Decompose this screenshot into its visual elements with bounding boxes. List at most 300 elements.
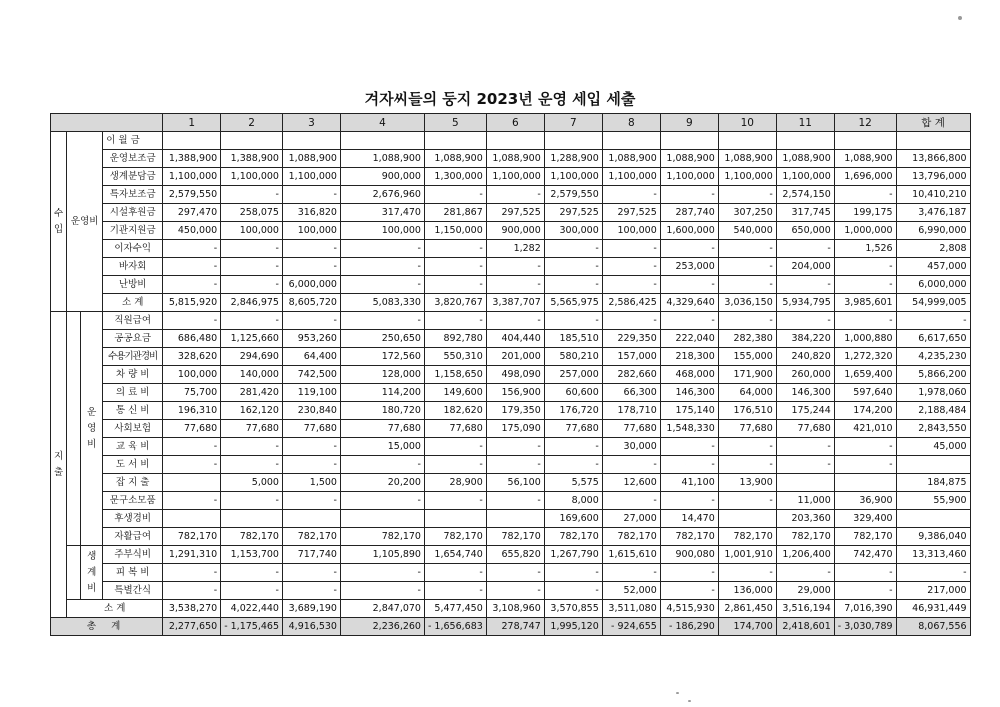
cell-value: 900,080	[660, 546, 718, 564]
cell-value: 1,548,330	[660, 420, 718, 438]
cell-value: 540,000	[718, 222, 776, 240]
cell-value: 782,170	[424, 528, 486, 546]
cell-value: 297,525	[486, 204, 544, 222]
cell-value: 316,820	[282, 204, 340, 222]
cell-value: 7,016,390	[834, 600, 896, 618]
cell-value: 5,083,330	[340, 294, 424, 312]
table-row	[51, 240, 971, 258]
cell-value: - 3,030,789	[834, 618, 896, 636]
cell-value: 717,740	[282, 546, 340, 564]
cell-value: 3,985,601	[834, 294, 896, 312]
header-month: 4	[340, 114, 424, 132]
cell-value	[486, 510, 544, 528]
table-row	[51, 294, 971, 312]
cell-value: 450,000	[163, 222, 221, 240]
cell-value: -	[776, 564, 834, 582]
cell-value: 172,560	[340, 348, 424, 366]
table-row	[51, 582, 971, 600]
cell-value: -	[660, 276, 718, 294]
table-row	[51, 186, 971, 204]
cell-value: 75,700	[163, 384, 221, 402]
cell-value: -	[424, 438, 486, 456]
row-total: 9,386,040	[896, 528, 970, 546]
cell-value: 782,170	[718, 528, 776, 546]
cell-value: 287,740	[660, 204, 718, 222]
cell-value: -	[163, 312, 221, 330]
cell-value: 297,525	[602, 204, 660, 222]
cell-value: 1,995,120	[544, 618, 602, 636]
row-label: 특별간식	[103, 582, 163, 600]
cell-value: -	[424, 240, 486, 258]
cell-value: 1,088,900	[660, 150, 718, 168]
cell-value: -	[424, 564, 486, 582]
cell-value: 1,282	[486, 240, 544, 258]
cell-value: 1,500	[282, 474, 340, 492]
cell-value: 782,170	[340, 528, 424, 546]
cell-value: 1,300,000	[424, 168, 486, 186]
cell-value: 64,400	[282, 348, 340, 366]
cell-value: -	[424, 258, 486, 276]
cell-value: 222,040	[660, 330, 718, 348]
cell-value: -	[718, 276, 776, 294]
cell-value: 498,090	[486, 366, 544, 384]
table-row	[51, 510, 971, 528]
cell-value	[424, 510, 486, 528]
cell-value: 2,676,960	[340, 186, 424, 204]
cell-value: 119,100	[282, 384, 340, 402]
cell-value: 2,586,425	[602, 294, 660, 312]
cell-value: 176,510	[718, 402, 776, 420]
cell-value: -	[282, 240, 340, 258]
cell-value: -	[282, 258, 340, 276]
cell-value: 60,600	[544, 384, 602, 402]
cell-value: 30,000	[602, 438, 660, 456]
cell-value: 3,820,767	[424, 294, 486, 312]
table-row	[51, 348, 971, 366]
cell-value: 2,846,975	[221, 294, 283, 312]
cell-value: -	[340, 276, 424, 294]
cell-value: 175,140	[660, 402, 718, 420]
cell-value: 182,620	[424, 402, 486, 420]
cell-value: 3,511,080	[602, 600, 660, 618]
cell-value: 41,100	[660, 474, 718, 492]
row-total: 8,067,556	[896, 618, 970, 636]
cell-value	[660, 132, 718, 150]
cell-value: -	[221, 492, 283, 510]
cell-value: 15,000	[340, 438, 424, 456]
cell-value: -	[282, 312, 340, 330]
cell-value: 4,916,530	[282, 618, 340, 636]
cell-value	[221, 132, 283, 150]
cell-value: -	[163, 276, 221, 294]
cell-value	[834, 132, 896, 150]
grand-total-row	[51, 618, 971, 636]
cell-value: -	[776, 438, 834, 456]
row-total: 4,235,230	[896, 348, 970, 366]
cell-value: 77,680	[776, 420, 834, 438]
row-label: 차 량 비	[103, 366, 163, 384]
row-total	[896, 510, 970, 528]
row-label: 총 계	[51, 618, 163, 636]
cell-value: 1,100,000	[221, 168, 283, 186]
cell-value: 100,000	[163, 366, 221, 384]
row-total	[896, 456, 970, 474]
expense-ops-category: 운영 비	[81, 312, 103, 546]
cell-value: 782,170	[221, 528, 283, 546]
cell-value: 468,000	[660, 366, 718, 384]
cell-value: 1,696,000	[834, 168, 896, 186]
expense-living-category: 생 계 비	[81, 546, 103, 600]
cell-value: - 186,290	[660, 618, 718, 636]
expense-category: 지 출	[51, 312, 67, 618]
cell-value	[544, 132, 602, 150]
cell-value: 3,538,270	[163, 600, 221, 618]
cell-value: 2,574,150	[776, 186, 834, 204]
income-subcategory: 운영비	[67, 132, 103, 312]
cell-value: 597,640	[834, 384, 896, 402]
cell-value: -	[718, 492, 776, 510]
cell-value: -	[424, 582, 486, 600]
cell-value: 4,022,440	[221, 600, 283, 618]
cell-value: 77,680	[221, 420, 283, 438]
table-row	[51, 312, 971, 330]
cell-value	[282, 510, 340, 528]
header-month: 12	[834, 114, 896, 132]
cell-value: 260,000	[776, 366, 834, 384]
cell-value: 77,680	[424, 420, 486, 438]
table-row	[51, 132, 971, 150]
cell-value: 282,380	[718, 330, 776, 348]
cell-value: 2,847,070	[340, 600, 424, 618]
cell-value: -	[340, 312, 424, 330]
scan-speck	[676, 692, 679, 694]
table-row	[51, 438, 971, 456]
cell-value: 2,861,450	[718, 600, 776, 618]
cell-value: 178,710	[602, 402, 660, 420]
table-row	[51, 366, 971, 384]
row-label: 잡 지 출	[103, 474, 163, 492]
header-month: 1	[163, 114, 221, 132]
cell-value: 1,272,320	[834, 348, 896, 366]
cell-value: 56,100	[486, 474, 544, 492]
cell-value: 1,526	[834, 240, 896, 258]
cell-value: -	[776, 276, 834, 294]
cell-value: 1,100,000	[486, 168, 544, 186]
cell-value: 157,000	[602, 348, 660, 366]
cell-value: 199,175	[834, 204, 896, 222]
cell-value	[776, 132, 834, 150]
cell-value: 384,220	[776, 330, 834, 348]
cell-value: -	[163, 240, 221, 258]
cell-value: -	[486, 276, 544, 294]
cell-value: 146,300	[776, 384, 834, 402]
cell-value: 5,565,975	[544, 294, 602, 312]
row-total: -	[896, 312, 970, 330]
row-label: 기관지원금	[103, 222, 163, 240]
row-label: 교 육 비	[103, 438, 163, 456]
cell-value: -	[340, 456, 424, 474]
table-row	[51, 330, 971, 348]
cell-value: 176,720	[544, 402, 602, 420]
cell-value: 204,000	[776, 258, 834, 276]
cell-value: - 1,175,465	[221, 618, 283, 636]
row-label: 소 계	[67, 600, 163, 618]
cell-value: 1,125,660	[221, 330, 283, 348]
cell-value: 1,001,910	[718, 546, 776, 564]
cell-value: 64,000	[718, 384, 776, 402]
cell-value: 307,250	[718, 204, 776, 222]
cell-value: 6,000,000	[282, 276, 340, 294]
cell-value: -	[221, 276, 283, 294]
cell-value: 77,680	[282, 420, 340, 438]
cell-value	[163, 510, 221, 528]
row-total: 10,410,210	[896, 186, 970, 204]
cell-value: 1,654,740	[424, 546, 486, 564]
table-row	[51, 402, 971, 420]
cell-value: 404,440	[486, 330, 544, 348]
cell-value	[776, 474, 834, 492]
cell-value: -	[486, 456, 544, 474]
cell-value: -	[340, 492, 424, 510]
row-total: 45,000	[896, 438, 970, 456]
cell-value: -	[718, 312, 776, 330]
table-row	[51, 258, 971, 276]
cell-value: 742,470	[834, 546, 896, 564]
cell-value: -	[163, 438, 221, 456]
cell-value	[340, 132, 424, 150]
cell-value: 12,600	[602, 474, 660, 492]
row-total: 6,000,000	[896, 276, 970, 294]
cell-value: -	[602, 492, 660, 510]
cell-value: -	[282, 564, 340, 582]
cell-value: 1,100,000	[776, 168, 834, 186]
row-total: 2,808	[896, 240, 970, 258]
cell-value: -	[660, 456, 718, 474]
cell-value: 169,600	[544, 510, 602, 528]
header-month: 5	[424, 114, 486, 132]
cell-value: 174,700	[718, 618, 776, 636]
cell-value: -	[544, 564, 602, 582]
header-month: 2	[221, 114, 283, 132]
cell-value: 1,100,000	[163, 168, 221, 186]
cell-value: -	[776, 456, 834, 474]
cell-value: -	[834, 582, 896, 600]
row-label: 특자보조금	[103, 186, 163, 204]
cell-value: -	[486, 564, 544, 582]
row-label: 시설후원금	[103, 204, 163, 222]
cell-value: -	[776, 240, 834, 258]
cell-value: 328,620	[163, 348, 221, 366]
row-label: 후생경비	[103, 510, 163, 528]
cell-value: 128,000	[340, 366, 424, 384]
cell-value: 2,277,650	[163, 618, 221, 636]
cell-value: -	[834, 186, 896, 204]
cell-value: 156,900	[486, 384, 544, 402]
cell-value: 1,206,400	[776, 546, 834, 564]
cell-value: 580,210	[544, 348, 602, 366]
cell-value: 892,780	[424, 330, 486, 348]
row-total: 1,978,060	[896, 384, 970, 402]
row-label: 의 료 비	[103, 384, 163, 402]
cell-value: 900,000	[486, 222, 544, 240]
table-row	[51, 420, 971, 438]
cell-value: 28,900	[424, 474, 486, 492]
budget-table	[50, 113, 971, 636]
cell-value: 77,680	[602, 420, 660, 438]
cell-value: 4,329,640	[660, 294, 718, 312]
cell-value: 782,170	[163, 528, 221, 546]
cell-value: -	[718, 438, 776, 456]
cell-value: 8,000	[544, 492, 602, 510]
cell-value: 77,680	[340, 420, 424, 438]
cell-value: 782,170	[834, 528, 896, 546]
row-label: 생계분담금	[103, 168, 163, 186]
cell-value: -	[221, 582, 283, 600]
cell-value: 20,200	[340, 474, 424, 492]
row-total: 13,313,460	[896, 546, 970, 564]
cell-value: 1,100,000	[602, 168, 660, 186]
header-corner	[51, 114, 163, 132]
table-row	[51, 474, 971, 492]
cell-value: 162,120	[221, 402, 283, 420]
cell-value: 1,100,000	[544, 168, 602, 186]
cell-value: 201,000	[486, 348, 544, 366]
row-total: -	[896, 564, 970, 582]
cell-value: -	[486, 186, 544, 204]
cell-value: -	[221, 564, 283, 582]
cell-value: 3,387,707	[486, 294, 544, 312]
cell-value: 114,200	[340, 384, 424, 402]
document-title: 겨자씨들의 둥지 2023년 운영 세입 세출	[364, 90, 636, 108]
spacer-cell	[67, 546, 81, 600]
cell-value	[282, 132, 340, 150]
cell-value: 1,088,900	[718, 150, 776, 168]
cell-value: 230,840	[282, 402, 340, 420]
cell-value: 281,867	[424, 204, 486, 222]
cell-value: -	[544, 438, 602, 456]
cell-value: 29,000	[776, 582, 834, 600]
table-row	[51, 384, 971, 402]
row-label: 공공요금	[103, 330, 163, 348]
row-total: 184,875	[896, 474, 970, 492]
scan-speck	[688, 700, 691, 702]
cell-value: 100,000	[282, 222, 340, 240]
cell-value: -	[424, 276, 486, 294]
cell-value: 203,360	[776, 510, 834, 528]
row-total: 3,476,187	[896, 204, 970, 222]
scan-speck	[958, 16, 962, 20]
row-label: 통 신 비	[103, 402, 163, 420]
row-label: 난방비	[103, 276, 163, 294]
cell-value: -	[544, 582, 602, 600]
cell-value: -	[282, 456, 340, 474]
cell-value: -	[660, 312, 718, 330]
cell-value: 100,000	[221, 222, 283, 240]
cell-value	[221, 510, 283, 528]
cell-value: -	[282, 186, 340, 204]
cell-value: 1,267,790	[544, 546, 602, 564]
header-month: 9	[660, 114, 718, 132]
cell-value: -	[544, 456, 602, 474]
cell-value: 1,100,000	[718, 168, 776, 186]
cell-value: 1,153,700	[221, 546, 283, 564]
cell-value: 185,510	[544, 330, 602, 348]
cell-value: -	[486, 258, 544, 276]
cell-value: -	[221, 258, 283, 276]
cell-value: 1,088,900	[340, 150, 424, 168]
row-label: 이자수익	[103, 240, 163, 258]
cell-value: -	[424, 312, 486, 330]
row-label: 문구소모품	[103, 492, 163, 510]
cell-value: 1,000,000	[834, 222, 896, 240]
cell-value: -	[660, 582, 718, 600]
cell-value: 180,720	[340, 402, 424, 420]
cell-value: 14,470	[660, 510, 718, 528]
table-row	[51, 528, 971, 546]
cell-value: 281,420	[221, 384, 283, 402]
cell-value: 155,000	[718, 348, 776, 366]
cell-value: -	[602, 276, 660, 294]
cell-value: -	[602, 312, 660, 330]
header-row	[51, 114, 971, 132]
cell-value: -	[718, 456, 776, 474]
cell-value: -	[834, 564, 896, 582]
cell-value: 5,477,450	[424, 600, 486, 618]
cell-value: -	[221, 240, 283, 258]
cell-value: 140,000	[221, 366, 283, 384]
cell-value: -	[424, 186, 486, 204]
row-label: 소 계	[103, 294, 163, 312]
cell-value: 175,244	[776, 402, 834, 420]
cell-value: 13,900	[718, 474, 776, 492]
cell-value: -	[718, 240, 776, 258]
cell-value: 171,900	[718, 366, 776, 384]
cell-value: 257,000	[544, 366, 602, 384]
header-month: 8	[602, 114, 660, 132]
cell-value	[718, 132, 776, 150]
row-label: 이 월 금	[103, 132, 163, 150]
cell-value: -	[221, 186, 283, 204]
cell-value: 77,680	[544, 420, 602, 438]
row-total: 457,000	[896, 258, 970, 276]
cell-value: 3,108,960	[486, 600, 544, 618]
cell-value: 1,288,900	[544, 150, 602, 168]
header-month: 11	[776, 114, 834, 132]
row-total: 54,999,005	[896, 294, 970, 312]
row-total: 55,900	[896, 492, 970, 510]
cell-value	[834, 474, 896, 492]
cell-value: 300,000	[544, 222, 602, 240]
cell-value: 250,650	[340, 330, 424, 348]
cell-value	[163, 474, 221, 492]
cell-value: -	[776, 312, 834, 330]
table-row	[51, 204, 971, 222]
cell-value: 329,400	[834, 510, 896, 528]
cell-value: -	[282, 438, 340, 456]
cell-value: 782,170	[660, 528, 718, 546]
row-total: 46,931,449	[896, 600, 970, 618]
cell-value: -	[718, 564, 776, 582]
cell-value: 196,310	[163, 402, 221, 420]
table-body	[51, 114, 971, 636]
header-total: 합 계	[896, 114, 970, 132]
cell-value: -	[424, 456, 486, 474]
cell-value: 100,000	[602, 222, 660, 240]
cell-value: -	[834, 276, 896, 294]
cell-value: 297,525	[544, 204, 602, 222]
cell-value: -	[602, 564, 660, 582]
cell-value: 253,000	[660, 258, 718, 276]
